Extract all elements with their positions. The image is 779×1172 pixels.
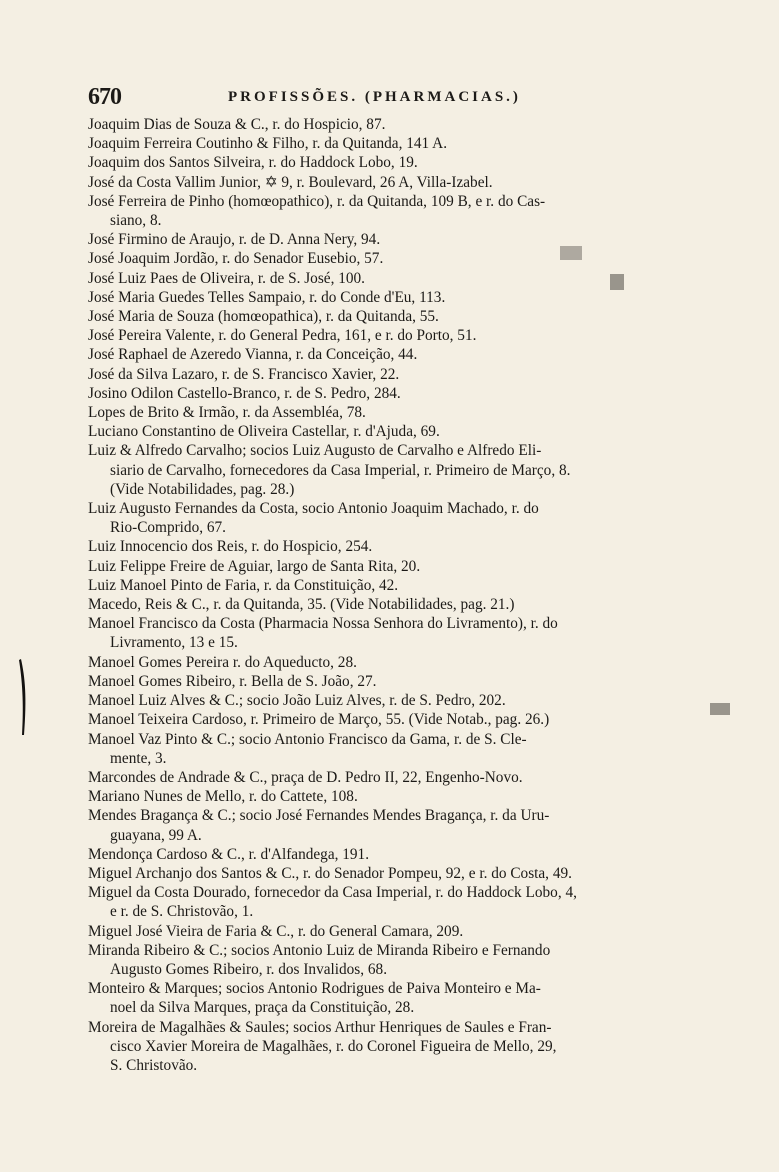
list-item: Macedo, Reis & C., r. da Quitanda, 35. (Vide Notabilidades, pag. 21.) bbox=[88, 596, 515, 614]
list-item: Manoel Vaz Pinto & C.; socio Antonio Francisco da Gama, r. de S. Cle- bbox=[88, 730, 527, 748]
list-item: José Joaquim Jordão, r. do Senador Eusebio, 57. bbox=[88, 250, 384, 268]
list-item: Rio-Comprido, 67. bbox=[110, 519, 227, 537]
list-item: cisco Xavier Moreira de Magalhães, r. do Coronel Figueira de Mello, 29, bbox=[110, 1037, 557, 1055]
list-item: Livramento, 13 e 15. bbox=[110, 634, 238, 652]
list-item: Moreira de Magalhães & Saules; socios Arthur Henriques de Saules e Fran- bbox=[88, 1018, 552, 1036]
list-item: Mendes Bragança & C.; socio José Fernandes Mendes Bragança, r. da Uru- bbox=[88, 807, 550, 825]
list-item: Joaquim Ferreira Coutinho & Filho, r. da Quitanda, 141 A. bbox=[88, 135, 448, 153]
list-item: Manoel Luiz Alves & C.; socio João Luiz Alves, r. de S. Pedro, 202. bbox=[88, 692, 506, 710]
list-item: guayana, 99 A. bbox=[110, 826, 202, 844]
list-item: José Maria Guedes Telles Sampaio, r. do Conde d'Eu, 113. bbox=[88, 288, 446, 306]
list-item: Mariano Nunes de Mello, r. do Cattete, 108. bbox=[88, 788, 358, 806]
list-item: José Luiz Paes de Oliveira, r. de S. José, 100. bbox=[88, 269, 365, 287]
list-item: Luiz & Alfredo Carvalho; socios Luiz Augusto de Carvalho e Alfredo Eli- bbox=[88, 442, 542, 460]
list-item: Manoel Gomes Ribeiro, r. Bella de S. João, 27. bbox=[88, 672, 377, 690]
entry-list bbox=[88, 115, 728, 1075]
running-title: PROFISSÕES. (PHARMACIAS.) bbox=[228, 89, 521, 105]
list-item: Luiz Manoel Pinto de Faria, r. da Constituição, 42. bbox=[88, 576, 399, 594]
list-item: Augusto Gomes Ribeiro, r. dos Invalidos, 68. bbox=[110, 960, 388, 978]
page-number: 670 bbox=[88, 84, 121, 110]
list-item: Monteiro & Marques; socios Antonio Rodrigues de Paiva Monteiro e Ma- bbox=[88, 980, 541, 998]
list-item: Luiz Augusto Fernandes da Costa, socio Antonio Joaquim Machado, r. do bbox=[88, 500, 539, 518]
list-item: José Maria de Souza (homœopathica), r. da Quitanda, 55. bbox=[88, 308, 439, 326]
list-item: siano, 8. bbox=[110, 212, 162, 230]
list-item: Joaquim dos Santos Silveira, r. do Haddock Lobo, 19. bbox=[88, 154, 418, 172]
list-item: Josino Odilon Castello-Branco, r. de S. Pedro, 284. bbox=[88, 384, 401, 402]
list-item: Luiz Felippe Freire de Aguiar, largo de Santa Rita, 20. bbox=[88, 557, 421, 575]
list-item: S. Christovão. bbox=[110, 1056, 198, 1074]
list-item: e r. de S. Christovão, 1. bbox=[110, 903, 254, 921]
margin-ink-mark bbox=[18, 657, 28, 737]
page-header bbox=[88, 84, 728, 110]
list-item: Lopes de Brito & Irmão, r. da Assembléa, 78. bbox=[88, 404, 366, 422]
list-item: noel da Silva Marques, praça da Constituição, 28. bbox=[110, 999, 415, 1017]
list-item: Manoel Gomes Pereira r. do Aqueducto, 28. bbox=[88, 653, 357, 671]
list-item: Mendonça Cardoso & C., r. d'Alfandega, 191. bbox=[88, 845, 370, 863]
list-item: José Pereira Valente, r. do General Pedra, 161, e r. do Porto, 51. bbox=[88, 327, 477, 345]
list-item: Joaquim Dias de Souza & C., r. do Hospicio, 87. bbox=[88, 116, 386, 133]
list-item: Manoel Teixeira Cardoso, r. Primeiro de Março, 55. (Vide Notab., pag. 26.) bbox=[88, 711, 550, 729]
list-item: Miguel da Costa Dourado, fornecedor da Casa Imperial, r. do Haddock Lobo, 4, bbox=[88, 884, 577, 902]
list-item: Miguel José Vieira de Faria & C., r. do General Camara, 209. bbox=[88, 922, 464, 940]
list-item: Luciano Constantino de Oliveira Castellar, r. d'Ajuda, 69. bbox=[88, 423, 440, 441]
list-item: mente, 3. bbox=[110, 749, 167, 767]
list-item: Miranda Ribeiro & C.; socios Antonio Luiz de Miranda Ribeiro e Fernando bbox=[88, 941, 551, 959]
list-item: José Firmino de Araujo, r. de D. Anna Nery, 94. bbox=[88, 231, 381, 249]
list-item: Luiz Innocencio dos Reis, r. do Hospicio, 254. bbox=[88, 538, 373, 556]
print-blemish bbox=[710, 703, 730, 715]
print-blemish bbox=[610, 274, 624, 290]
list-item: (Vide Notabilidades, pag. 28.) bbox=[110, 480, 295, 498]
list-item: siario de Carvalho, fornecedores da Casa Imperial, r. Primeiro de Março, 8. bbox=[110, 461, 571, 479]
list-item: José Ferreira de Pinho (homœopathico), r. da Quitanda, 109 B, e r. do Cas- bbox=[88, 192, 546, 210]
list-item: Miguel Archanjo dos Santos & C., r. do Senador Pompeu, 92, e r. do Costa, 49. bbox=[88, 864, 572, 882]
list-item: José Raphael de Azeredo Vianna, r. da Conceição, 44. bbox=[88, 346, 418, 364]
list-item: José da Costa Vallim Junior, ✡ 9, r. Boulevard, 26 A, Villa-Izabel. bbox=[88, 173, 493, 191]
list-item: Manoel Francisco da Costa (Pharmacia Nossa Senhora do Livramento), r. do bbox=[88, 615, 558, 633]
list-item: José da Silva Lazaro, r. de S. Francisco Xavier, 22. bbox=[88, 365, 400, 383]
print-blemish bbox=[560, 246, 582, 260]
list-item: Marcondes de Andrade & C., praça de D. Pedro II, 22, Engenho-Novo. bbox=[88, 768, 523, 786]
